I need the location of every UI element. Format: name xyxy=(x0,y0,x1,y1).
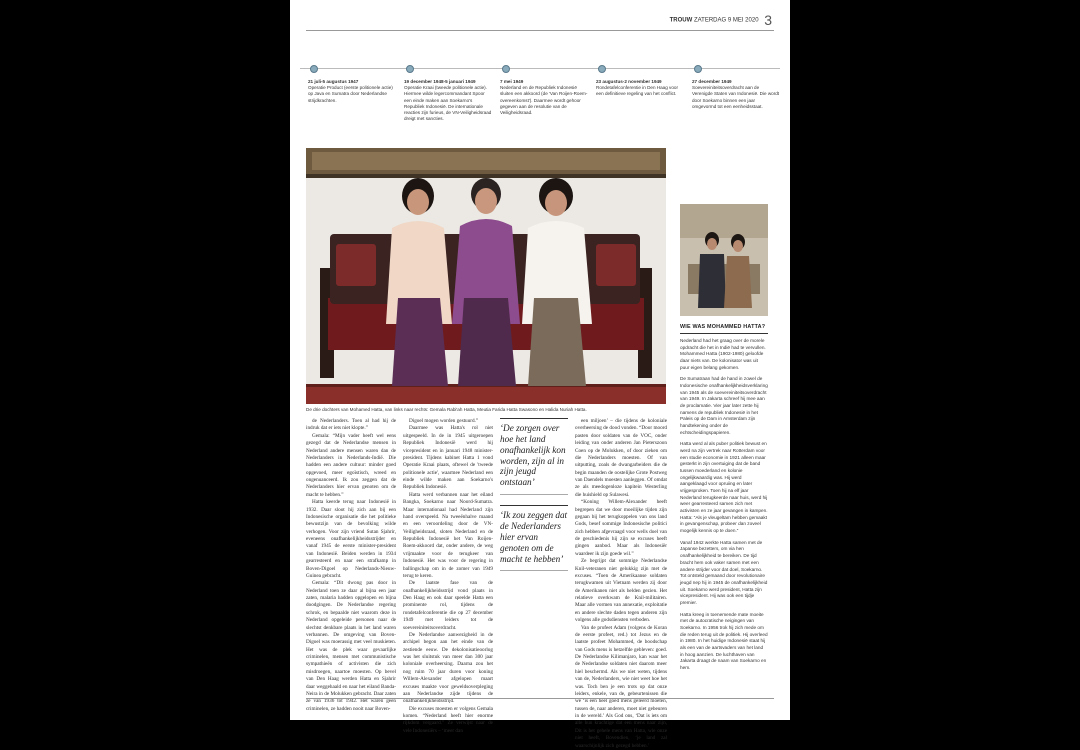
sidebar-heading: WIE WAS MOHAMMED HATTA? xyxy=(680,324,768,334)
hatta-portrait-photo xyxy=(680,204,768,316)
masthead xyxy=(670,12,772,28)
photo-caption: De drie dochters van Mohamed Hatta, van links naar rechts: Gemala Rabi'ah Hatta, Meutia Farida Hatta Swasono en Halida Nuriah Hatta. xyxy=(306,407,587,412)
timeline-dot-icon xyxy=(406,65,414,73)
three-daughters-photo xyxy=(306,148,666,404)
timeline-text: Soevereiniteitsoverdracht aan de Verenigde Staten van Indonesië. Die wordt door Soekarno binnen een jaar omgevormd tot een eenheidsstaat. xyxy=(692,85,780,109)
article-paragraph: Ze begrijpt dat sommige Nederlandse Knil-veteranen niet gelukkig zijn met de excuses. “Toen de Amerikaanse soldaten terugkwamen uit Vietnam werden zij door de Amerikanen niet als helden gezien. Het relatieve overkwam de Knil-militairen. Maar alle vormen van annexatie, exploitatie en andere slechte daden tegen anderen zijn volgens alle godsdiensten verboden. xyxy=(575,558,667,624)
main-photo xyxy=(306,148,666,404)
page-number: 3 xyxy=(764,12,772,28)
timeline-item xyxy=(500,62,588,116)
issue-date: ZATERDAG 9 MEI 2020 xyxy=(693,17,759,24)
article-paragraph: Daarmee was Hatta's rol niet uitgespeeld. In de in 1945 uitgeroepen Republiek Indonesië werd hij vicepresident en in januari 1948 minister-president. Tijdens kabinet Hatta 1 vond Operatie Kraai plaats, oftewel de 'tweede politionele actie', waarmee Nederland een einde wilde maken aan Soekarno's Republiek Indonesië. xyxy=(403,425,493,491)
pull-quote-column xyxy=(500,418,568,581)
article-paragraph: “Koning Willem-Alexander heeft begrepen dat we door moeilijke tijden zijn gegaan bij het terugkoppelen van ons land Gods, besef sommige Indonesische politici zich hebben afgevraagd voor wells doel van de geschiedenis hij zijn se excuses heeft gingen aanbod. Maar als Indonesiër waardeer ik zijn goede wil.” xyxy=(575,499,667,557)
timeline-item xyxy=(308,62,396,104)
article-column-1 xyxy=(306,418,396,713)
timeline-text: Rondetafelconferentie in Den Haag voor een definitieve regeling van het conflict. xyxy=(596,85,678,97)
timeline-date: 7 mei 1949 xyxy=(500,79,524,84)
article-paragraph: Hatta werd verbannen naar het eiland Bangka, Soekarno naar Noord-Sumatra. Maar internationaal had Nederland zijn hand overspeeld. Na tweeënhalve maand en een veroordeling door de VN-Veiligheidsraad, sloten Nederland en de Republiek Indonesië het Van Roijen-Roem-akkoord dat, onder andere, de weg vrijmaakte voor de terugkeer van Indonesië. Het was voor de regering in ballingschap om in de zomer van 1949 terug te keren. xyxy=(403,491,493,579)
sidebar-text xyxy=(680,338,768,672)
article-paragraph: de Nederlanders. Toen al had hij de indruk dat er iets niet klopte.” xyxy=(306,418,396,432)
article-column-2 xyxy=(403,418,493,735)
article-paragraph: Digoel mogen worden gestuurd.” xyxy=(409,418,479,424)
article-paragraph: Van de profeet Adam (volgens de Koran de eerste profeet, red.) tot Jezus en de laatste profeet Mohammed, de boodschap van Gods mens is hetzelfde gebleven: goed. De Nederlandse Kilimanjaro, kan waar het de Nederlandse soldaten niet daarom meer hiel beschermd. Als we niet weten, tijdens van de, Nederlanders, wie niet weet hoe het was. Toch ben je een trots op dat onze leiders, enkele, van de, gebeurtenissen die we ‘is een heel goed mens geleerd moeten, tussen de, naar anderen, moet niet gebeuren in de wereld.’ Als God ons, ‘Dat is iets om alle hun krachtige dat een mens naar zijn, Dit is het gehele mens van Hatta, wie onze niet heeft, Bovendien, ‘je land zal waarschijnlijk zich gezegd hebben.’ xyxy=(575,624,667,749)
article-column-4 xyxy=(575,418,667,750)
paper-name: TROUW xyxy=(669,17,693,24)
timeline xyxy=(300,62,780,132)
timeline-dot-icon xyxy=(310,65,318,73)
timeline-date: 23 augustus-2 november 1949 xyxy=(596,79,662,84)
pull-quote: ‘Ik zou zeggen dat de Nederlanders hier ervan genoten om de macht te hebben’ xyxy=(500,505,568,571)
timeline-dot-icon xyxy=(502,65,510,73)
article-paragraph: De laatste fase van de onafhankelijkheidsstrijd vond plaats in Den Haag en ook daar speelde Hatta een prominente rol, tijdens de rondetafelconferentie die op 27 december 1949 met leiders tot de soevereiniteitsoverdracht. xyxy=(403,580,493,631)
article-paragraph: De Nederlandse aanwezigheid in de archipel begon aan het einde van de zestiende eeuw. De dekolonisatieoorlog was het sluitstuk van meer dan 300 jaar koloniale overheersing. Daarna zou het nog ruim 70 jaar duren voor koning Willem-Alexander afgelopen maart excuses maakte voor geweldsoverpleging aan Nederlandse zijde tijdens de onafhankelijkheidsstrijd. xyxy=(403,631,493,705)
sidebar-paragraph: De Sumatraan had de hand in zowel de Indonesische onafhankelijkheidsverklaring van 1945 als de soevereiniteitsoverdracht van 1949. In Jakarta schreef hij mee aan de proclamatie. Vier jaar later zette hij namens de republiek Indonesië in het Paleis op de Dam in Amsterdam zijn handtekening onder de echtscheidingspapieren. xyxy=(680,376,768,435)
timeline-text: Operatie Kraai (tweede politionele actie). Hiermee wilde legercommandant Spoor een einde maken aan Soekarno's Republiek Indonesië. De internationale reacties zijn furieus, de VN-Veiligheidsraad dreigt met sancties. xyxy=(404,85,492,122)
sidebar-paragraph: Nederland had het graag over de morele opdracht die het in Indië had te vervullen. Mohammed Hatta (1902-1980) geloofde daar niets van. De kolonisator was uit puur eigen belang gekomen. xyxy=(680,338,766,370)
bottom-rule xyxy=(306,698,774,699)
timeline-dot-icon xyxy=(598,65,606,73)
sidebar-paragraph: Hatta kreeg in toenemende mate moeite met de autocratische neigingen van Soekarno. In 1956 trok hij zich mede om die reden terug uit de politiek. Hij overleed in 1980. In het huidige Indonesië staat hij als een van de aartsvaders van het land in hoog aanzien. De luchthaven van Jakarta draagt de naam van Soekarno en hem. xyxy=(680,611,768,670)
top-rule xyxy=(306,30,774,31)
timeline-text: Operatie Product (eerste politionele actie) op Java en Sumatra door Nederlandse strijdkrachten. xyxy=(308,85,393,103)
timeline-date: 27 december 1949 xyxy=(692,79,732,84)
timeline-date: 19 december 1948-5 januari 1949 xyxy=(404,79,476,84)
sidebar-paragraph: Vanaf 1942 werkte Hatta samen met de Japanse bezetters, om via hen onafhankelijkheid te bereiken. De tijd bracht hem ook vaker samen met een andere strijder voor dat doel, Soekarno. Tot ontsteld gemaand door revolutionaire jeugd nep hij in 1945 de onafhankelijkheid uit. Soekarno werd president, Hatta zijn vicepresident. Hij was ook een tijdje premier. xyxy=(680,539,768,605)
newspaper-page xyxy=(290,0,790,749)
timeline-dot-icon xyxy=(694,65,702,73)
article-paragraph: Gemala: “Dit dwong pas door in Nederland toen ze daar al bijna een jaar zaten, malaria hadden opgelopen en bijna doodgingen. De Nederlandse regering schrok, en bepaalde niet waarom deze in Nederland opgeleide personen naar de slechtst denkbare plaats in het land waren verbannen. De omgeving van Boven-Digoel was moerassig met veel muskieten. Het was de plek waar gevaarlijke criminelen, mensen met communistische sympathieën of activisten die zich misdroegen, naartoe moesten. Op bevel van Den Haag werden Hatta en Sjahrir daar weggehaald en naar het eiland Banda-Neira in de Molukken gebracht. Daar zaten ze van 1936 tot 1942. Het waren geen criminelen, ze hadden nooit naar Boven- xyxy=(306,580,396,712)
article-paragraph: Die excuses moesten er volgens Gemala komen. “Nederland heeft hier enorme rijkdom vergaard.” Ze verwijst naar de vele Indonesiërs – ‘meer dan xyxy=(403,705,493,734)
article-paragraph: een miljoen’ – die tijdens de koloniale overheersing de dood vonden. “Door moord pasten door soldaten van de VOC, onder leiding van onder anderen Jan Pieterszoon Coen op de Molukken, of door zieken om die Nederlanders moesten. Of van uitputting, zoals de dwangarbeiders die de begin maanden de oostelijke Grote Postweg van Daendels moesten aanleggen. Of omdat ze als meedogenloze kapitein Westerling die huishield op Sulawesi. xyxy=(575,418,667,498)
sidebar-paragraph: Hatta werd al als puber politiek bewust en werd na zijn vertrek naar Rotterdam voor een studie economie in 1921 alleen maar gesterkt in zijn overtuiging dat de band tussen moederland en kolonie ongelijkwaardig was. Hij werd aangeklaagd voor opruiing en later vrijgesproken. Toen hij na elf jaar Nederland terugkeerde naar huis, werd hij weer gearresteerd samen zich met activisten en ze jaar gevangen in kampen. Hatta: “Als je vleugeltam hebben gemaakt in gevangenschap, probeer dan zoveel mogelijk kennis op te doen.” xyxy=(680,441,768,534)
timeline-date: 21 juli-5 augustus 1947 xyxy=(308,79,359,84)
article-paragraph: Gemala: “Mijn vader heeft wel eens gezegd dat de Nederlandse mensen in Nederland andere mensen waren dan de Nederlanders in Nederlands-Indië. Die hadden een andere cultuur: minder goed opgevoed, meer egoïstisch, wreed en ongenuanceerd. Ik zou zeggen dat de Nederlanders hier ervan genoten om de macht te hebben.” xyxy=(306,432,396,498)
timeline-item xyxy=(692,62,780,110)
hatta-couple-photo xyxy=(680,204,768,316)
article-paragraph: Hatta keerde terug naar Indonesië in 1932. Daar sloot hij zich aan bij een Indonesische organisatie die het politieke bewustzijn van de bevolking wilde verhogen. Voor zijn vriend Sutan Sjahrir, eveneens onafhankelijkheidsstrijder en vanaf 1945 de eerste minister-president van Indonesië. Beiden werden in 1934 gearresteerd en naar een strafkamp in Boven-Digoel op Nederlands-Nieuw-Guinea gebracht. xyxy=(306,499,396,579)
pull-quote: ‘De zorgen over hoe het land onafhankelijk kon worden, zijn al in zijn jeugd ontstaan’ xyxy=(500,418,568,495)
sidebar xyxy=(680,204,768,677)
timeline-item xyxy=(596,62,684,98)
timeline-item xyxy=(404,62,492,122)
timeline-text: Nederland en de Republiek Indonesië sluiten een akkoord (de 'Van Roijen-Roem-overeenkomst'). Daarmee wordt gehoor gegeven aan de resolutie van de Veiligheidsraad. xyxy=(500,85,588,115)
